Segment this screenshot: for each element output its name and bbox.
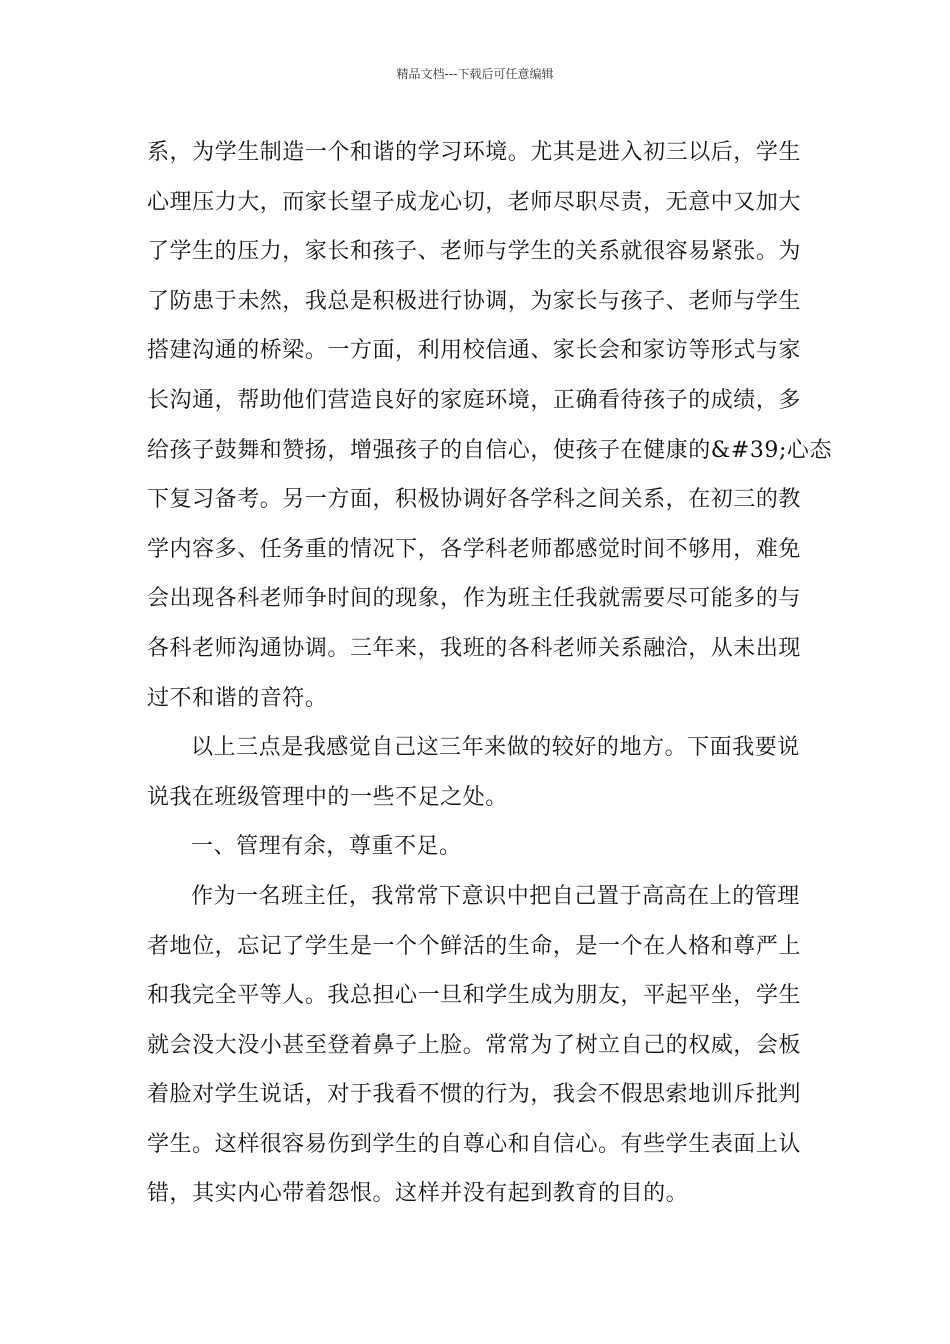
- text-line: 着脸对学生说话，对于我看不惯的行为，我会不假思索地训斥批判: [147, 1082, 801, 1108]
- page-header: 精品文档---下载后可任意编辑: [396, 67, 554, 81]
- text-line: 者地位，忘记了学生是一个个鲜活的生命，是一个在人格和尊严上: [147, 933, 801, 959]
- section-heading: 一、管理有余，尊重不足。: [191, 834, 462, 860]
- text-line: 说我在班级管理中的一些不足之处。: [147, 784, 508, 810]
- text-line: 错，其实内心带着怨恨。这样并没有起到教育的目的。: [147, 1181, 689, 1207]
- text-line: 搭建沟通的桥梁。一方面，利用校信通、家长会和家访等形式与家: [147, 338, 801, 364]
- text-line: 长沟通，帮助他们营造良好的家庭环境，正确看待孩子的成绩，多: [147, 387, 801, 413]
- text-line: 会出现各科老师争时间的现象，作为班主任我就需要尽可能多的与: [147, 586, 801, 612]
- text-line: 下复习备考。另一方面，积极协调好各学科之间关系，在初三的教: [147, 487, 801, 513]
- text-line: 各科老师沟通协调。三年来，我班的各科老师关系融洽，从未出现: [147, 635, 801, 661]
- text-line: 就会没大没小甚至登着鼻子上脸。常常为了树立自己的权威，会板: [147, 1032, 801, 1058]
- text-line: 过不和谐的音符。: [147, 685, 328, 711]
- text-line: 了学生的压力，家长和孩子、老师与学生的关系就很容易紧张。为: [147, 239, 801, 265]
- text-line: 系，为学生制造一个和谐的学习环境。尤其是进入初三以后，学生: [147, 140, 801, 165]
- paragraph-start-line: 以上三点是我感觉自己这三年来做的较好的地方。下面我要说: [191, 735, 800, 761]
- paragraph-start-line: 作为一名班主任，我常常下意识中把自己置于高高在上的管理: [191, 883, 800, 909]
- text-line: 了防患于未然，我总是积极进行协调，为家长与孩子、老师与学生: [147, 288, 801, 314]
- text-line: 学内容多、任务重的情况下，各学科老师都感觉时间不够用，难免: [147, 536, 801, 562]
- text-line: 学生。这样很容易伤到学生的自尊心和自信心。有些学生表面上认: [147, 1131, 801, 1157]
- text-line: 和我完全平等人。我总担心一旦和学生成为朋友，平起平坐，学生: [147, 983, 801, 1009]
- text-line: 给孩子鼓舞和赞扬，增强孩子的自信心，使孩子在健康的&#39;心态: [147, 437, 833, 463]
- text-line: 心理压力大，而家长望子成龙心切，老师尽职尽责，无意中又加大: [147, 189, 801, 215]
- document-body: [147, 128, 833, 1219]
